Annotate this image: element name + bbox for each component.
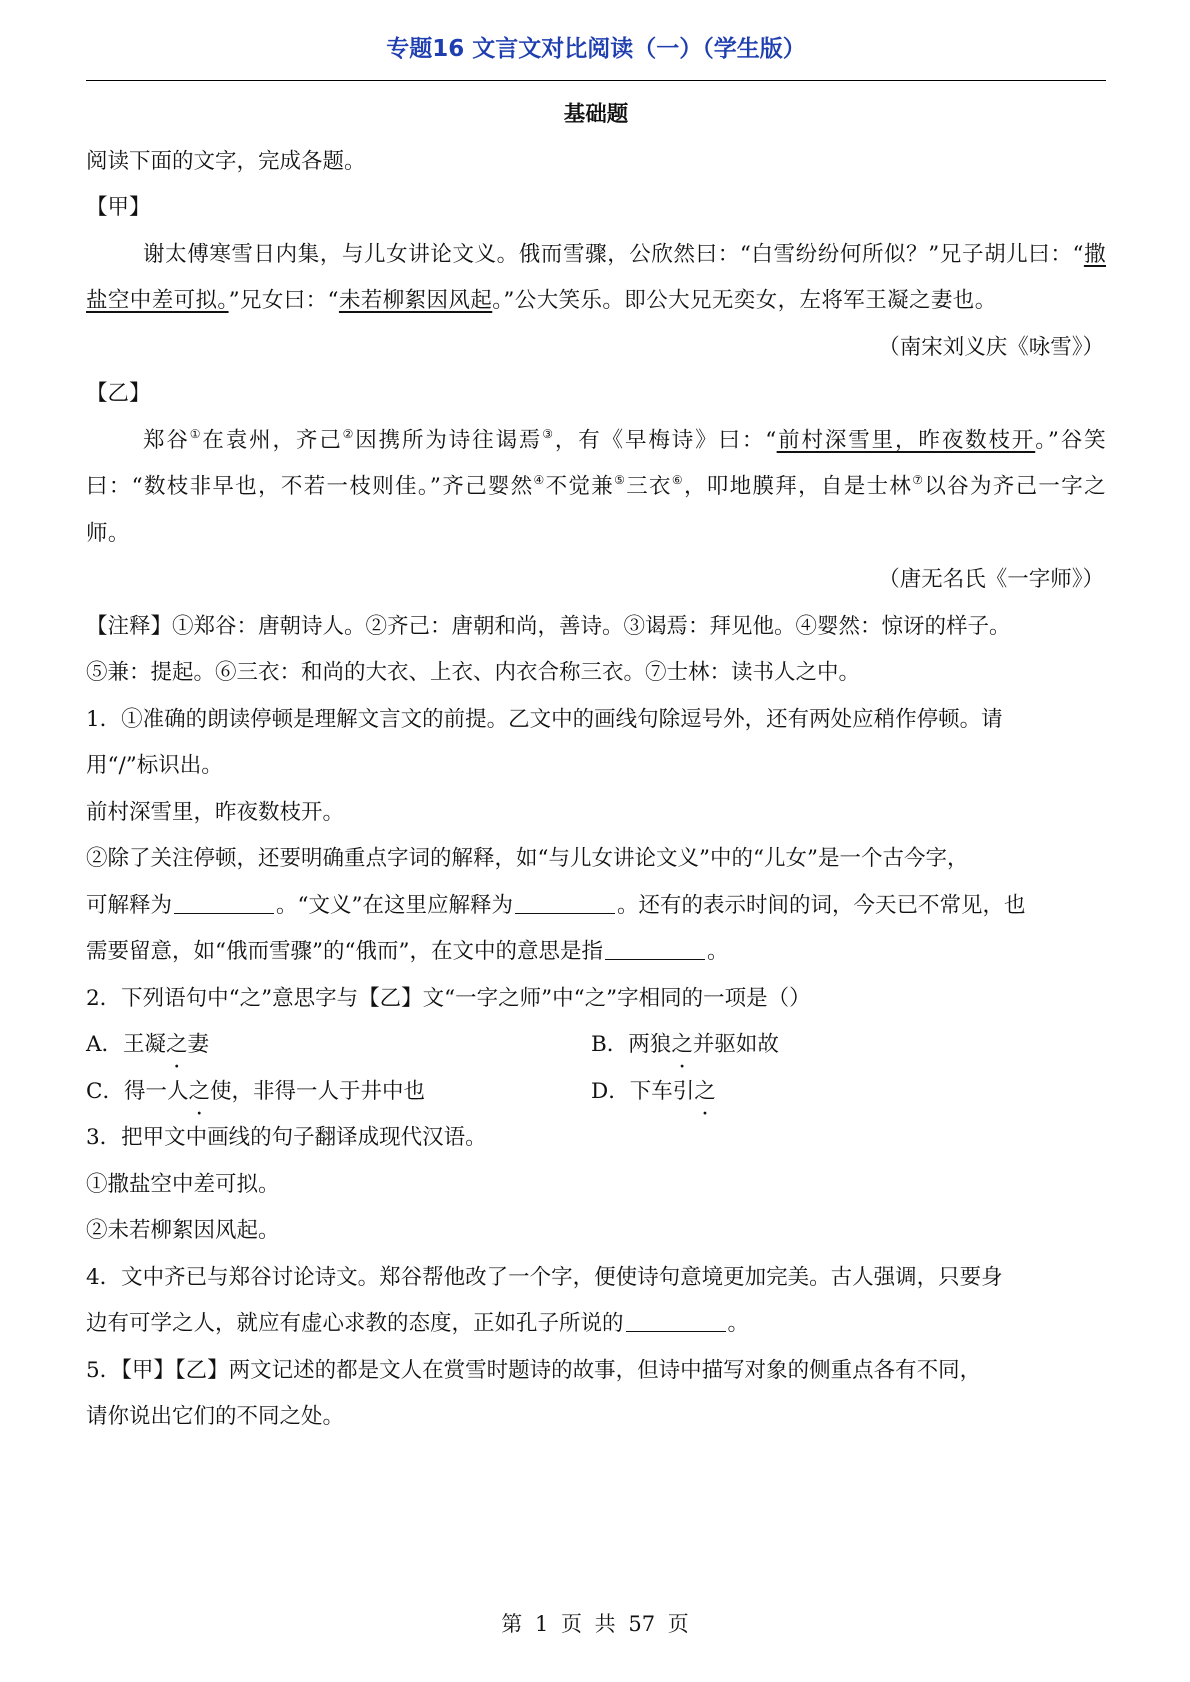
option-c[interactable]: C．得一人之使，非得一人于井中也 <box>86 1078 425 1104</box>
question-4: 4．文中齐已与郑谷讨论诗文。郑谷帮他改了一个字，便使诗句意境更加完美。古人强调，只要身 边有可学之人，就应有虚心求教的态度，正如孔子所说的 。 <box>86 1264 1003 1336</box>
header-divider <box>86 80 1106 81</box>
yi-source: （唐无名氏《一字师》） <box>878 567 1104 592</box>
jia-passage: 谢太傅寒雪日内集，与儿女讲论文义。俄而雪骤，公欣然曰：“白雪纷纷何所似？”兄子胡儿曰：“撒盐空中差可拟。”兄女曰：“未若柳絮因风起。”公大笑乐。即公大兄无奕女，左将军王凝之妻也。 <box>86 241 1106 313</box>
page-footer: 第 1 页 共 57 页 <box>501 1612 689 1636</box>
answer-blank[interactable] <box>626 1309 726 1332</box>
yi-passage: 郑谷①在袁州，齐己②因携所为诗往谒焉③，有《早梅诗》曰：“前村深雪里，昨夜数枝开。”谷笑曰：“数枝非早也，不若一枝则佳。”齐己婴然④不觉兼⑤三衣⑥，叩地膜拜，自是士林⑦以谷为齐己一字之师。 <box>86 426 1106 546</box>
option-b[interactable]: B．两狼之并驱如故 <box>591 1032 779 1057</box>
notes-line-2: ⑤兼：提起。⑥三衣：和尚的大衣、上衣、内衣合称三衣。⑦士林：读书人之中。 <box>86 660 861 685</box>
document-header: 专题16 文言文对比阅读（一）（学生版） <box>386 36 806 62</box>
question-5: 5．【甲】【乙】两文记述的都是文人在赏雪时题诗的故事，但诗中描写对象的侧重点各有不同， 请你说出它们的不同之处。 <box>86 1357 982 1429</box>
question-3: 3．把甲文中画线的句子翻译成现代汉语。 ①撒盐空中差可拟。 ②未若柳絮因风起。 <box>86 1125 487 1243</box>
jia-underlined-2: 未若柳絮因风起 <box>338 288 493 313</box>
yi-underlined: 前村深雪里，昨夜数枝开 <box>776 427 1036 453</box>
answer-blank[interactable] <box>515 891 615 914</box>
intro-text: 阅读下面的文字，完成各题。 <box>86 148 366 174</box>
jia-underlined-1: 撒盐空中差可拟。 <box>86 241 1106 313</box>
jia-label: 【甲】 <box>86 195 151 220</box>
option-a[interactable]: A．王凝之妻 <box>86 1032 210 1057</box>
notes-line-1: 【注释】①郑谷：唐朝诗人。②齐己：唐朝和尚，善诗。③谒焉：拜见他。④婴然：惊讶的样子。 <box>86 613 1011 639</box>
answer-blank[interactable] <box>174 891 274 914</box>
document-body <box>86 92 1106 1441</box>
option-d[interactable]: D．下车引之 <box>591 1078 716 1104</box>
answer-blank[interactable] <box>605 937 705 960</box>
section-title: 基础题 <box>563 102 629 127</box>
question-1: 1．①准确的朗读停顿是理解文言文的前提。乙文中的画线句除逗号外，还有两处应稍作停顿。请 用“/”标识出。 前村深雪里，昨夜数枝开。 ②除了关注停顿，还要明确重点字词的解释，如“与儿女讲论文义”中的“儿女”是一个古今字， 可解释为 。“文义”在这里应解释为 。还有的表示时间的词，今天已不常见，也 需要留意，如“俄而雪骤”的“俄而”，在文中的意思是指 。 <box>86 697 1106 976</box>
jia-source: （南宋刘义庆《咏雪》） <box>878 334 1104 360</box>
q1-sentence: 前村深雪里，昨夜数枝开。 <box>86 799 345 825</box>
question-2: 2．下列语句中“之”意思字与【乙】文“一字之师”中“之”字相同的一项是（） A．王凝之妻 B．两狼之并驱如故 C．得一人之使，非得一人于井中也 D．下车引之 <box>86 976 1106 1116</box>
yi-label: 【乙】 <box>86 381 151 406</box>
